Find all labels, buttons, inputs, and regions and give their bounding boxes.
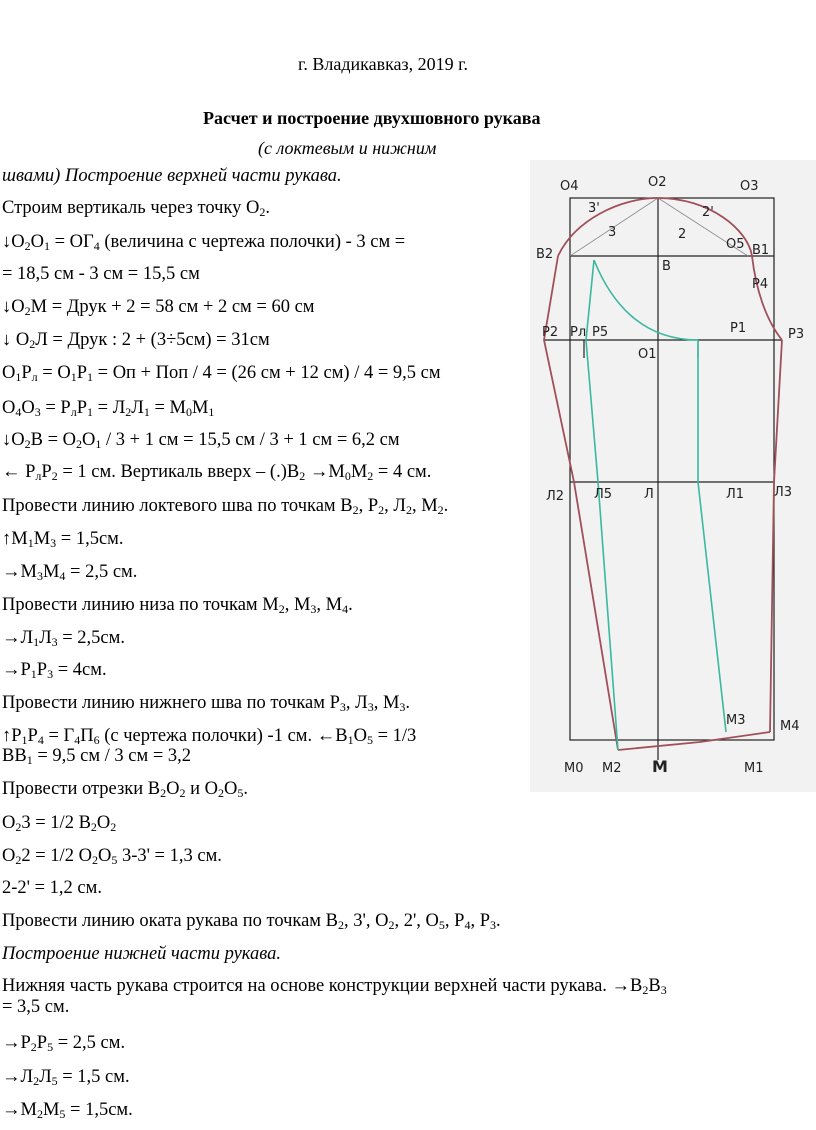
city-year: г. Владикавказ, 2019 г. [298,54,469,74]
label-l5: Л5 [594,487,613,502]
text-segment: = 18,5 см - 3 см = 15,5 см [2,264,200,284]
text-segment: О [353,726,367,746]
instruction-line [2,746,191,767]
text-segment: 2 [160,786,167,800]
text-segment: 3 [489,918,496,932]
text-segment: М [350,462,368,482]
text-segment: 5 [237,786,244,800]
label-m: М [652,757,668,776]
text-segment: О [166,779,180,799]
instruction-line [2,878,102,899]
text-segment: Л [39,628,52,648]
text-segment: 5 [59,1107,66,1121]
text-segment: 1 [143,405,150,419]
text-segment: 2 [33,1074,40,1088]
text-segment: 2 [337,918,344,932]
text-segment: 0 [344,469,351,483]
instruction-line [2,813,116,834]
text-segment: 3-3' = 1,3 см. [117,846,222,866]
text-segment: 5 [438,918,445,932]
text-segment: , Р [444,911,465,931]
label-o5: О5 [726,237,745,252]
text-segment: 2 [15,853,22,867]
text-segment: 5 [51,1074,58,1088]
text-segment: 4 [342,602,349,616]
text-segment: = 3,5 см. [2,997,70,1017]
text-segment: 1 [27,536,34,550]
text-segment: В [648,976,661,996]
instruction-line [2,363,441,384]
text-segment: М [191,398,209,418]
text-segment: ↓О [2,232,25,252]
text-segment: 4 [74,733,81,747]
text-segment: Р [21,363,32,383]
text-segment: , М [284,595,311,615]
instruction-line [2,529,124,550]
text-segment: 2 [259,205,266,219]
text-segment: ↓О [2,430,25,450]
text-segment: 3 [660,983,667,997]
text-segment: 2 [24,239,31,253]
text-segment: О [2,813,16,833]
text-segment: . [443,496,449,516]
text-segment: , Р [358,496,379,516]
text-segment: , Л [345,693,368,713]
text-segment: М = Друк + 2 = 58 см + 2 см = 60 см [30,297,315,317]
text-segment: 2 [642,983,649,997]
instruction-line [2,1033,125,1054]
text-segment: 6 [93,733,100,747]
text-segment: 1 [26,753,33,767]
instruction-line [2,330,270,351]
text-segment: 4 [59,569,66,583]
text-segment: . [243,779,249,799]
text-segment: 2 [352,503,359,517]
instruction-line [2,430,400,451]
text-segment: 2-2' = 1,2 см. [2,878,102,898]
text-segment: →Л [2,1067,34,1087]
text-segment: л [35,469,42,483]
text-segment: 5 [366,733,373,747]
label-o4: О4 [560,179,579,194]
label-p5: Р5 [592,325,609,340]
instruction-line [2,264,200,285]
text-segment: ↑Р [2,726,22,746]
instruction-line [2,1067,130,1088]
text-segment: . [405,693,411,713]
text-segment: 3 [51,635,58,649]
text-segment: Л [131,398,144,418]
text-segment: Р [27,726,38,746]
label-2prime: 2' [702,205,714,220]
label-p1: Р1 [730,321,747,336]
label-3prime: 3' [588,201,600,216]
text-segment: 3 [367,700,374,714]
text-segment: = 2,5 см. [53,1033,126,1053]
text-segment: 3 [50,536,57,550]
text-segment: 2 [15,820,22,834]
text-segment: / 3 + 1 см = 15,5 см / 3 + 1 см = 6,2 см [101,430,400,450]
text-segment: →М [305,462,345,482]
text-segment: →Л [2,628,34,648]
label-o1: О1 [638,347,657,362]
label-m4: М4 [780,719,800,734]
text-segment: , Л [384,496,406,516]
text-segment: и О [185,779,219,799]
text-segment: 2 [24,304,31,318]
text-segment: = 1,5 см. [57,1067,130,1087]
text-segment: = 1 см. Вертикаль вверх – (.)В [57,462,300,482]
text-segment: 5 [47,1040,54,1054]
label-m0: М0 [564,761,584,776]
text-segment: , М [373,693,400,713]
text-segment: 1 [44,239,50,253]
label-2: 2 [678,227,687,242]
label-p4: Р4 [752,277,769,292]
text-segment: 2 [299,469,306,483]
text-segment: = 1/3 [372,726,417,746]
instruction-line [2,693,410,714]
text-segment: О [96,813,111,833]
text-segment: , Р [470,911,490,931]
text-segment: →М [2,1100,37,1120]
instruction-line [2,462,431,483]
text-segment: 1 [87,370,94,384]
text-segment: 2 [125,405,132,419]
text-segment: О [224,779,238,799]
text-segment: = О [37,363,71,383]
text-segment: 2 [36,1107,43,1121]
text-segment: Р [41,462,52,482]
text-segment: швами) Построение верхней части рукава. [2,166,342,186]
text-segment: = 9,5 см / 3 см = 3,2 [32,746,192,766]
text-segment: →М [2,562,37,582]
text-segment: = 4 см. [373,462,432,482]
text-segment: Л = Друк : 2 + (3÷5см) = 31см [35,330,270,350]
text-segment: Л [39,1067,52,1087]
instruction-line [2,496,448,517]
text-segment: О [30,232,44,252]
text-segment: 2 [24,437,31,451]
instruction-line [2,726,416,747]
text-segment: = Оп + Поп / 4 = (26 см + 12 см) / 4 = 9,5 см [93,363,441,383]
text-segment: . [265,198,270,218]
text-segment: 1 [87,405,94,419]
text-segment: = 4см. [53,660,107,680]
text-segment: О [2,846,16,866]
text-segment: (величина с чертежа полочки) - 3 см = [99,232,406,252]
instruction-line [2,198,270,219]
text-segment: Провести линию локтевого шва по точкам В [2,496,353,516]
text-segment: 2 [91,853,98,867]
text-segment: ← Р [2,462,36,482]
text-segment: л [70,405,77,419]
text-segment: = Г [43,726,75,746]
text-segment: Р [36,1033,48,1053]
text-segment: ВВ [2,746,27,766]
text-segment: 1 [347,733,354,747]
text-segment: 2 [388,918,395,932]
text-segment: Провести отрезки В [2,779,161,799]
text-segment: = 1,5см. [65,1100,133,1120]
label-b: В [662,259,671,274]
text-segment: = ОГ [50,232,94,252]
text-segment: 2 [278,602,285,616]
label-o3: О3 [740,179,759,194]
instruction-line [2,232,405,253]
text-segment: →Р [2,1033,31,1053]
text-segment: 2 [110,820,117,834]
text-segment: М [33,529,51,549]
text-segment: = Л [93,398,126,418]
label-p3: Р3 [788,327,805,342]
label-l1: Л1 [726,487,745,502]
instruction-line [2,297,314,318]
text-segment: 1 [21,733,28,747]
text-segment: = М [149,398,186,418]
text-segment: = 2,5 см. [65,562,138,582]
text-segment: 2 [179,786,186,800]
label-p2: Р2 [542,325,559,340]
text-segment: , 3', О [343,911,389,931]
text-segment: П [80,726,94,746]
text-segment: (с чертежа полочки) -1 см. ←В [99,726,348,746]
text-segment: 2 [218,786,225,800]
text-segment: 2 [76,437,83,451]
text-segment: = 2,5см. [57,628,125,648]
text-segment: 4 [15,405,22,419]
text-segment: , 2', О [394,911,439,931]
text-segment: 1 [70,370,77,384]
text-segment: →Р [2,660,31,680]
text-segment: 1 [208,405,215,419]
text-segment: О [97,846,112,866]
text-segment: ↓ О [2,330,30,350]
instruction-line [2,166,342,187]
instruction-line [2,779,248,800]
text-segment: . [495,911,501,931]
subtitle: (с локтевым и нижним [258,138,437,158]
text-segment: 1 [15,370,22,384]
instruction-line [2,660,107,681]
text-segment: 2 [51,469,58,483]
text-segment: 1 [33,635,40,649]
text-segment: . [348,595,353,615]
text-segment: Провести линию низа по точкам М [2,595,279,615]
text-segment: О [2,398,16,418]
text-segment: = Р [40,398,71,418]
instruction-line [2,997,69,1018]
text-segment: О [2,363,16,383]
text-segment: 4 [37,733,44,747]
text-segment: ↓О [2,297,25,317]
label-l3: Л3 [774,485,793,500]
instruction-line [2,628,125,649]
text-segment: 4 [464,918,471,932]
text-segment: 2 [367,469,374,483]
label-o2: О2 [648,175,667,190]
text-segment: 1 [95,437,102,451]
text-segment: 2 [30,1040,37,1054]
text-segment: ↑М [2,529,28,549]
text-segment: Построение нижней части рукава. [2,944,282,964]
text-segment: О [21,398,35,418]
label-b1: В1 [752,243,770,258]
text-segment: М [42,562,60,582]
instruction-line [2,911,501,932]
text-segment: М [42,1100,60,1120]
text-segment: 4 [93,239,100,253]
text-segment: Провести линию нижнего шва по точкам Р [2,693,340,713]
text-segment: Строим вертикаль через точку О [2,198,260,218]
label-3: 3 [608,225,617,240]
text-segment: Нижняя часть рукава строится на основе конструкции верхней части рукава. →В [2,976,643,996]
text-segment: 3 [36,569,43,583]
text-segment: Р [76,398,88,418]
text-segment: л [31,370,38,384]
sleeve-pattern-drawing [530,160,816,792]
instruction-line [2,398,214,419]
text-segment: 5 [111,853,118,867]
instruction-line [2,1100,133,1121]
text-segment: Р [36,660,48,680]
label-m2: М2 [602,761,622,776]
text-segment: 3 [399,700,406,714]
text-segment: , М [316,595,343,615]
text-segment: Р [76,363,88,383]
label-l: Л [644,487,654,502]
instruction-line [2,944,281,965]
text-segment: 2 [405,503,412,517]
text-segment: 2 [29,337,36,351]
text-segment: , М [411,496,438,516]
text-segment: 2 [378,503,385,517]
text-segment: 2 [437,503,444,517]
text-segment: = 1,5см. [56,529,124,549]
label-m3: М3 [726,713,746,728]
text-segment: 2 [90,820,97,834]
text-segment: О [82,430,96,450]
label-l2: Л2 [546,489,565,504]
instruction-line [2,846,222,867]
label-b2: В2 [536,247,554,262]
text-segment: 3 [34,405,41,419]
text-segment: 1 [30,667,37,681]
label-pl: Рл [570,325,587,340]
instruction-line [2,976,667,997]
text-segment: 3 [339,700,346,714]
text-segment: 3 [47,667,54,681]
text-segment: 3 = 1/2 В [21,813,91,833]
instruction-line [2,595,353,616]
page-title: Расчет и построение двухшовного рукава [203,108,541,128]
text-segment: 2 = 1/2 О [21,846,92,866]
instruction-line [2,562,137,583]
text-segment: В = О [30,430,77,450]
text-segment: 0 [185,405,192,419]
label-m1: М1 [744,761,764,776]
text-segment: 3 [310,602,317,616]
text-segment: Провести линию оката рукава по точкам В [2,911,338,931]
